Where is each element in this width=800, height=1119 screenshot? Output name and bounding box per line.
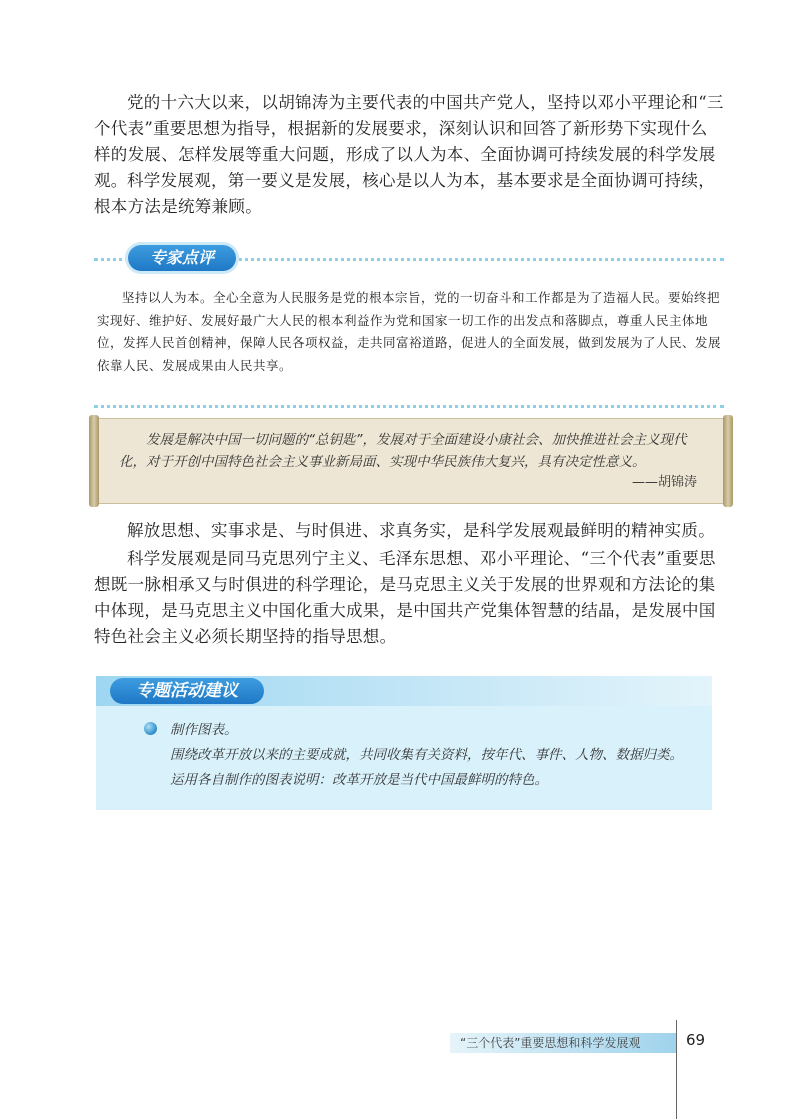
dotted-divider-bottom [94, 405, 724, 408]
footer-divider [676, 1020, 677, 1119]
scroll-rod-right [723, 415, 733, 507]
quote-text: 发展是解决中国一切问题的“总钥匙”，发展对于全面建设小康社会、加快推进社会主义现代化，对于开创中国特色社会主义事业新局面、实现中华民族伟大复兴，具有决定性意义。 [119, 432, 687, 470]
page-number: 69 [686, 1031, 706, 1049]
footer-chapter-title: “三个代表”重要思想和科学发展观 [460, 1036, 641, 1050]
activity-line-1: 围绕改革开放以来的主要成就，共同收集有关资料，按年代、事件、人物、数据归类。 [170, 747, 683, 763]
activity-item-title: 制作图表。 [170, 722, 238, 738]
activity-title: 专题活动建议 [110, 678, 264, 704]
activity-box [96, 676, 712, 810]
activity-line-2: 运用各自制作的图表说明：改革开放是当代中国最鲜明的特色。 [170, 772, 548, 788]
expert-comment-text: 坚持以人为本。全心全意为人民服务是党的根本宗旨，党的一切奋斗和工作都是为了造福人民。要始终把实现好、维护好、发展好最广大人民的根本利益作为党和国家一切工作的出发点和落脚点，尊重人民主体地位，发挥人民首创精神，保障人民各项权益，走共同富裕道路，促进人的全面发展，做到发展为了人民、发展依靠人民、发展成果由人民共享。 [97, 290, 722, 373]
paragraph-3: 解放思想、实事求是、与时俱进、求真务实，是科学发展观最鲜明的精神实质。 [127, 521, 715, 540]
paragraph-4: 科学发展观是同马克思列宁主义、毛泽东思想、邓小平理论、“三个代表”重要思想既一脉相承又与时俱进的科学理论，是马克思主义关于发展的世界观和方法论的集中体现，是马克思主义中国化重大成果，是中国共产党集体智慧的结晶，是发展中国特色社会主义必须长期坚持的指导思想。 [94, 549, 716, 646]
scroll-rod-left [89, 415, 99, 507]
expert-comment-tag: 专家点评 [128, 245, 236, 271]
paragraph-1: 党的十六大以来，以胡锦涛为主要代表的中国共产党人，坚持以邓小平理论和“三个代表”重要思想为指导，根据新的发展要求，深刻认识和回答了新形势下实现什么样的发展、怎样发展等重大问题，形成了以人为本、全面协调可持续发展的科学发展观。 [94, 93, 724, 190]
bullet-icon [144, 722, 157, 735]
quote-author: ——胡锦涛 [631, 475, 697, 490]
paragraph-2: 科学发展观，第一要义是发展，核心是以人为本，基本要求是全面协调可持续，根本方法是统筹兼顾。 [94, 171, 715, 216]
quote-scroll [96, 418, 726, 504]
